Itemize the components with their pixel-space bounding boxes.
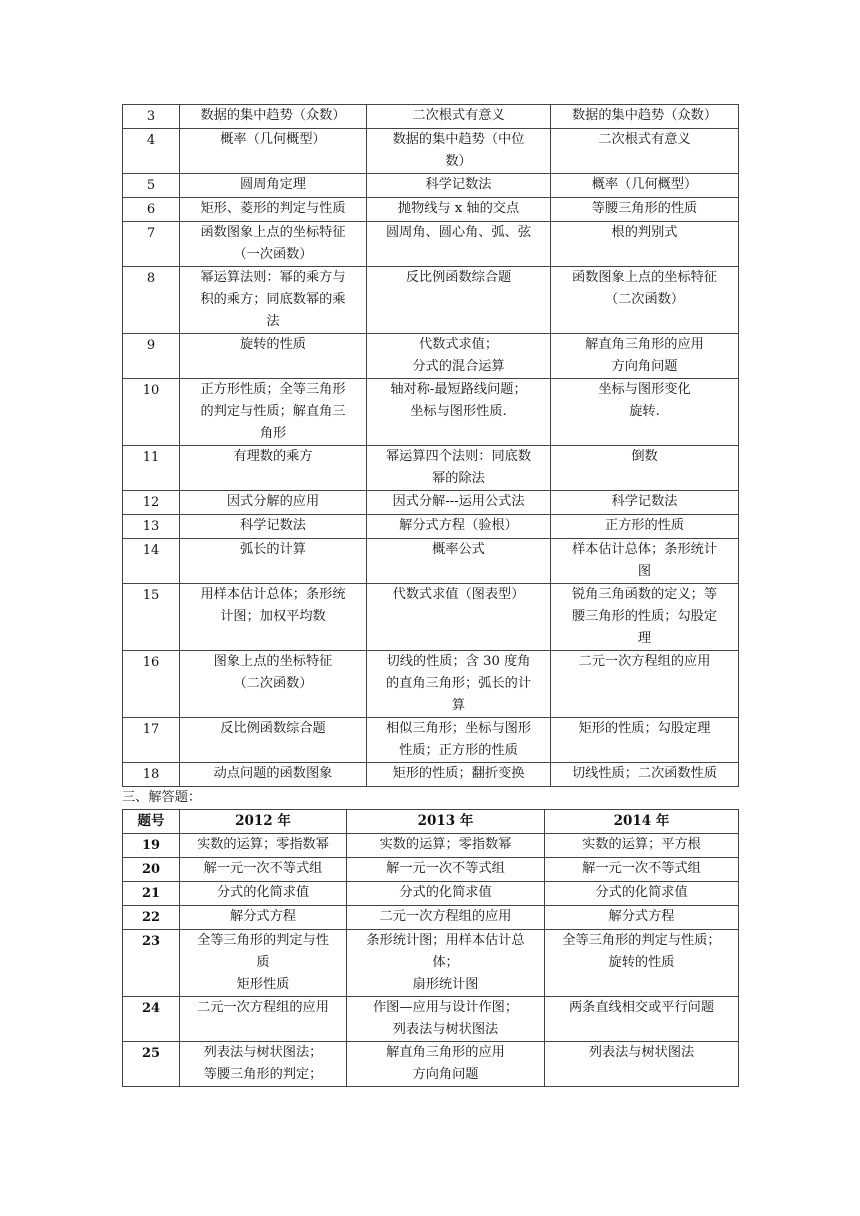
topic-text-line: 性质；正方形的性质	[399, 743, 518, 758]
topic-text-line: 角形	[259, 426, 287, 441]
table-row	[123, 834, 739, 858]
topic-text-line: 积的乘方；同底数幂的乘	[200, 292, 346, 307]
topic-text-line: 圆周角定理	[240, 177, 306, 192]
topic-cell-2014	[545, 882, 739, 906]
topic-text-line: 解分式方程	[608, 909, 675, 924]
question-number-cell: 9	[123, 334, 180, 379]
topic-text-line: 科学记数法	[240, 518, 306, 533]
topic-cell-2013	[367, 174, 551, 198]
question-number-cell: 18	[123, 763, 180, 787]
topic-text-line: 实数的运算；零指数幂	[379, 837, 512, 852]
topic-cell-2013	[367, 651, 551, 718]
topic-cell-2012	[180, 858, 347, 882]
topic-text-line: 分式的化简求值	[399, 885, 492, 900]
section-title-answer-questions: 三、解答题：	[122, 790, 202, 805]
topics-table-part2	[122, 809, 739, 1087]
topic-cell-2012	[180, 651, 367, 718]
topic-cell-2014	[551, 651, 739, 718]
topic-text-line: 用样本估计总体；条形统	[200, 587, 346, 602]
topic-text-line: 相似三角形；坐标与图形	[385, 721, 532, 736]
topic-cell-2013	[347, 834, 545, 858]
table-row	[123, 1042, 739, 1087]
topic-cell-2012	[180, 491, 367, 515]
topic-text-line: 因式分解的应用	[226, 494, 320, 509]
topic-cell-2014	[545, 930, 739, 997]
topic-text-line: 腰三角形的性质；勾股定	[571, 609, 718, 624]
topic-cell-2013	[367, 334, 551, 379]
topic-text-line: 矩形性质	[236, 977, 290, 992]
topic-text-line: 的直角三角形；弧长的计	[385, 676, 532, 691]
topic-cell-2012	[180, 718, 367, 763]
topic-cell-2013	[367, 129, 551, 174]
topic-cell-2012	[180, 334, 367, 379]
table-row	[123, 105, 739, 129]
question-number-cell: 20	[123, 858, 180, 882]
topic-cell-2013	[367, 105, 551, 129]
question-number-cell: 8	[123, 267, 180, 334]
table-row	[123, 267, 739, 334]
header-year-2013: 2013 年	[347, 810, 545, 834]
topic-text-line: 分式的化简求值	[216, 885, 310, 900]
topic-cell-2013	[347, 1042, 545, 1087]
topic-cell-2012	[180, 267, 367, 334]
topic-text-line: 解分式方程	[230, 909, 296, 924]
table2-body	[123, 834, 739, 1087]
topic-text-line: 轴对称-最短路线问题；	[390, 382, 527, 397]
topic-text-line: 二次根式有意义	[598, 132, 691, 147]
topic-text-line: 解一元一次不等式组	[203, 861, 323, 876]
topic-cell-2013	[367, 222, 551, 267]
topic-text-line: 列表法与树状图法	[392, 1022, 499, 1037]
question-number-cell: 23	[123, 930, 180, 997]
header-question-number: 题号	[123, 810, 180, 834]
topic-text-line: 分式的化简求值	[595, 885, 688, 900]
topic-text-line: 图	[637, 564, 652, 579]
question-number-cell: 16	[123, 651, 180, 718]
topic-cell-2012	[180, 834, 347, 858]
table-row	[123, 515, 739, 539]
table-row	[123, 584, 739, 651]
table-row	[123, 858, 739, 882]
topic-text-line: 两条直线相交或平行问题	[568, 1000, 715, 1015]
topic-cell-2012	[180, 882, 347, 906]
topic-cell-2014	[551, 198, 739, 222]
topic-text-line: 函数图象上点的坐标特征	[571, 270, 718, 285]
topic-cell-2013	[367, 491, 551, 515]
table-row	[123, 539, 739, 584]
topic-text-line: 实数的运算；零指数幂	[197, 837, 329, 852]
topic-text-line: 函数图象上点的坐标特征	[200, 225, 346, 240]
topic-cell-2012	[180, 446, 367, 491]
topic-text-line: 解直角三角形的应用	[585, 337, 704, 352]
topic-text-line: 质	[256, 955, 270, 970]
question-number-cell: 13	[123, 515, 180, 539]
topic-cell-2012	[180, 539, 367, 584]
topic-text-line: 列表法与树状图法；	[203, 1045, 323, 1060]
topic-cell-2013	[367, 718, 551, 763]
topic-text-line: 数据的集中趋势（中位	[392, 132, 525, 147]
question-number-cell: 22	[123, 906, 180, 930]
topic-text-line: 实数的运算；平方根	[582, 837, 701, 852]
topic-text-line: 的判定与性质；解直角三	[200, 404, 346, 419]
question-number-cell: 5	[123, 174, 180, 198]
table-row	[123, 651, 739, 718]
topic-cell-2012	[180, 129, 367, 174]
topic-cell-2013	[367, 267, 551, 334]
question-number-cell: 21	[123, 882, 180, 906]
table-row	[123, 174, 739, 198]
topic-text-line: 动点问题的函数图象	[213, 766, 333, 781]
topic-text-line: 解一元一次不等式组	[582, 861, 701, 876]
topic-cell-2012	[180, 174, 367, 198]
topic-text-line: 抛物线与 x 轴的交点	[397, 201, 520, 216]
question-number-cell: 4	[123, 129, 180, 174]
topic-cell-2014	[545, 997, 739, 1042]
question-number-cell: 7	[123, 222, 180, 267]
question-number-cell: 14	[123, 539, 180, 584]
topic-cell-2012	[180, 906, 347, 930]
topic-cell-2013	[367, 539, 551, 584]
topic-cell-2014	[551, 222, 739, 267]
topic-cell-2013	[367, 198, 551, 222]
question-number-cell: 3	[123, 105, 180, 129]
topic-text-line: 图象上点的坐标特征	[213, 654, 333, 669]
topic-text-line: 有理数的乘方	[233, 449, 313, 464]
topic-text-line: 解一元一次不等式组	[386, 861, 505, 876]
topic-text-line: 幂运算四个法则：同底数	[385, 449, 532, 464]
topic-cell-2014	[551, 129, 739, 174]
topic-cell-2014	[551, 334, 739, 379]
topic-cell-2014	[551, 539, 739, 584]
topic-text-line: 反比例函数综合题	[220, 721, 326, 736]
topic-cell-2013	[367, 515, 551, 539]
table-row	[123, 882, 739, 906]
topic-text-line: 科学记数法	[425, 177, 492, 192]
topic-text-line: 方向角问题	[412, 1067, 479, 1082]
topic-cell-2012	[180, 222, 367, 267]
table-row	[123, 491, 739, 515]
topic-text-line: 切线性质；二次函数性质	[571, 766, 718, 781]
question-number-cell: 11	[123, 446, 180, 491]
table-row	[123, 446, 739, 491]
topic-text-line: 二元一次方程组的应用	[578, 654, 711, 669]
topic-cell-2013	[347, 858, 545, 882]
topic-cell-2012	[180, 584, 367, 651]
topic-cell-2014	[551, 584, 739, 651]
topic-text-line: 坐标与图形变化	[598, 382, 691, 397]
topic-cell-2014	[545, 858, 739, 882]
topic-cell-2013	[347, 906, 545, 930]
topic-text-line: 旋转的性质	[608, 955, 675, 970]
table1-body	[123, 105, 739, 787]
question-number-cell: 10	[123, 379, 180, 446]
topic-text-line: 概率（几何概型）	[591, 177, 698, 192]
topic-cell-2014	[551, 446, 739, 491]
header-year-2014: 2014 年	[545, 810, 739, 834]
table-row	[123, 763, 739, 787]
topic-cell-2014	[551, 379, 739, 446]
topic-cell-2013	[367, 446, 551, 491]
topic-text-line: 解直角三角形的应用	[386, 1045, 505, 1060]
table-row	[123, 997, 739, 1042]
header-year-2012: 2012 年	[180, 810, 347, 834]
topic-cell-2014	[545, 906, 739, 930]
topic-text-line: （一次函数）	[233, 247, 313, 262]
topic-cell-2012	[180, 515, 367, 539]
topic-text-line: 全等三角形的判定与性	[197, 933, 329, 948]
topic-text-line: 计图；加权平均数	[220, 609, 326, 624]
table-row	[123, 906, 739, 930]
topic-text-line: 扇形统计图	[412, 977, 479, 992]
table2-header-row	[123, 810, 739, 834]
topics-table-part1	[122, 104, 739, 787]
topic-text-line: 体；	[432, 955, 459, 970]
topic-text-line: 全等三角形的判定与性质；	[562, 933, 721, 948]
topic-text-line: 算	[451, 698, 466, 713]
topic-text-line: 解分式方程（验根）	[399, 518, 518, 533]
topic-cell-2012	[180, 997, 347, 1042]
topic-text-line: 等腰三角形的判定；	[203, 1067, 323, 1082]
topic-cell-2012	[180, 198, 367, 222]
topic-text-line: 正方形的性质	[604, 518, 685, 533]
topic-cell-2014	[551, 267, 739, 334]
topic-cell-2014	[551, 105, 739, 129]
topic-text-line: 数据的集中趋势（众数）	[200, 108, 346, 123]
topic-text-line: 数）	[445, 154, 472, 169]
topic-text-line: 分式的混合运算	[412, 359, 505, 374]
topic-text-line: 理	[637, 631, 652, 646]
topic-text-line: 列表法与树状图法	[588, 1045, 695, 1060]
document-page	[122, 104, 738, 1087]
table-row	[123, 334, 739, 379]
topic-text-line: 二元一次方程组的应用	[379, 909, 512, 924]
topic-text-line: 圆周角、圆心角、弧、弦	[385, 225, 532, 240]
topic-text-line: 矩形的性质；翻折变换	[392, 766, 525, 781]
question-number-cell: 24	[123, 997, 180, 1042]
topic-cell-2012	[180, 930, 347, 997]
topic-cell-2014	[551, 763, 739, 787]
topic-text-line: 坐标与图形性质.	[410, 404, 507, 419]
topic-text-line: 旋转的性质	[240, 337, 306, 352]
topic-text-line: 条形统计图；用样本估计总	[366, 933, 525, 948]
topic-text-line: 概率公式	[432, 542, 485, 557]
topic-cell-2013	[367, 763, 551, 787]
topic-cell-2012	[180, 763, 367, 787]
topic-text-line: （二次函数）	[604, 292, 685, 307]
topic-text-line: 因式分解---运用公式法	[392, 494, 525, 509]
table-row	[123, 379, 739, 446]
topic-cell-2014	[551, 491, 739, 515]
topic-text-line: 作图—应用与设计作图；	[372, 1000, 519, 1015]
table-row	[123, 930, 739, 997]
topic-cell-2014	[545, 834, 739, 858]
topic-cell-2013	[347, 882, 545, 906]
topic-text-line: 弧长的计算	[240, 542, 306, 557]
topic-cell-2012	[180, 1042, 347, 1087]
topic-text-line: 代数式求值（图表型）	[392, 587, 525, 602]
topic-text-line: 二次根式有意义	[412, 108, 505, 123]
table-row	[123, 198, 739, 222]
topic-cell-2013	[347, 997, 545, 1042]
topic-text-line: 反比例函数综合题	[405, 270, 512, 285]
topic-cell-2014	[551, 515, 739, 539]
question-number-cell: 19	[123, 834, 180, 858]
topic-text-line: 科学记数法	[611, 494, 678, 509]
table-row	[123, 718, 739, 763]
topic-text-line: 根的判别式	[611, 225, 678, 240]
question-number-cell: 15	[123, 584, 180, 651]
question-number-cell: 12	[123, 491, 180, 515]
topic-text-line: 倒数	[631, 449, 658, 464]
table-row	[123, 129, 739, 174]
topic-text-line: 样本估计总体；条形统计	[571, 542, 718, 557]
topic-cell-2014	[545, 1042, 739, 1087]
topic-cell-2012	[180, 105, 367, 129]
topic-cell-2013	[347, 930, 545, 997]
topic-text-line: 矩形、菱形的判定与性质	[200, 201, 346, 216]
topic-text-line: 旋转.	[629, 404, 660, 419]
topic-text-line: 正方形性质；全等三角形	[200, 382, 346, 397]
topic-text-line: 幂的除法	[432, 471, 485, 486]
topic-text-line: 概率（几何概型）	[220, 132, 326, 147]
topic-text-line: 等腰三角形的性质	[591, 201, 698, 216]
topic-cell-2014	[551, 174, 739, 198]
topic-text-line: 法	[266, 314, 280, 329]
topic-text-line: 矩形的性质；勾股定理	[578, 721, 711, 736]
topic-text-line: 方向角问题	[611, 359, 678, 374]
topic-text-line: 代数式求值；	[418, 337, 499, 352]
table-row	[123, 222, 739, 267]
topic-text-line: （二次函数）	[233, 676, 313, 691]
topic-cell-2014	[551, 718, 739, 763]
topic-cell-2012	[180, 379, 367, 446]
question-number-cell: 17	[123, 718, 180, 763]
topic-text-line: 二元一次方程组的应用	[197, 1000, 329, 1015]
topic-text-line: 幂运算法则：幂的乘方与	[200, 270, 346, 285]
question-number-cell: 6	[123, 198, 180, 222]
topic-cell-2013	[367, 584, 551, 651]
question-number-cell: 25	[123, 1042, 180, 1087]
topic-cell-2013	[367, 379, 551, 446]
topic-text-line: 锐角三角函数的定义；等	[571, 587, 718, 602]
topic-text-line: 数据的集中趋势（众数）	[571, 108, 718, 123]
topic-text-line: 切线的性质；含 30 度角	[386, 654, 531, 669]
